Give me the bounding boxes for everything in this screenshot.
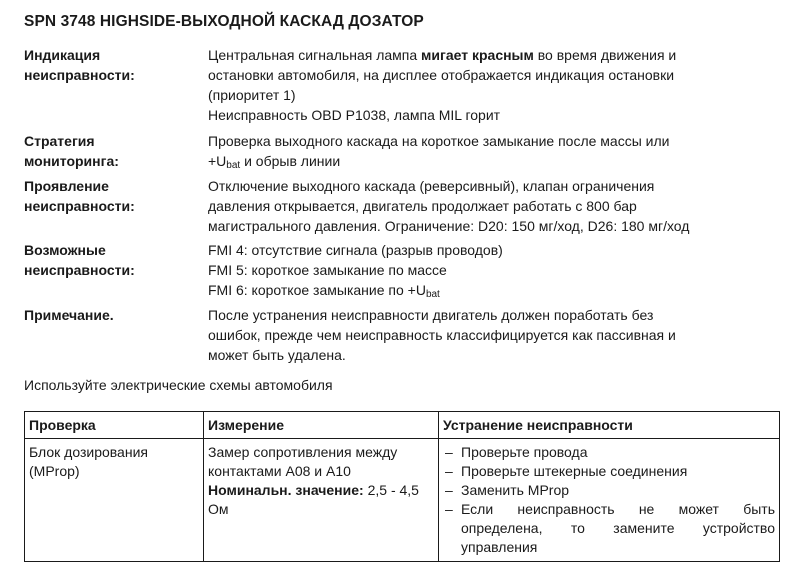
section-description: Центральная сигнальная лампа мигает красным во время движения и остановки автомобиля, на дисплее отображается индикация остановки (приоритет 1) Неисправность OBD P1038, лампа MIL горит [208,47,677,123]
list-item: – Проверьте штекерные соединения [443,462,775,481]
check-table [24,411,780,562]
section-term: Примечание. [24,307,114,323]
section-term: Возможные неисправности: [24,242,135,278]
header-measurement: Измерение [204,412,439,439]
section-description: FMI 4: отсутствие сигнала (разрыв проводов) FMI 5: короткое замыкание по массе FMI 6: короткое замыкание по $+U_{bat}$ [208,242,503,300]
nominal-value: 2,5 - 4,5 Ом [208,482,419,517]
emphasis-text: мигает красным [421,47,534,63]
cell-measurement: Замер сопротивления между контактами A08 и A10 Номинальн. значение: 2,5 - 4,5 Ом [204,439,439,562]
remedy-list [443,443,775,557]
section-description: После устранения неисправности двигатель должен поработать без ошибок, прежде чем неисправность классифицируется как пассивная и может быть удалена. [208,307,676,363]
list-item: – Проверьте провода [443,443,775,462]
cell-check: Блок дозирования (MProp) [25,439,204,562]
nominal-label: Номинальн. значение: [208,482,364,498]
cell-remedy [439,439,780,562]
table-header-row [25,412,780,439]
page-title: SPN 3748 HIGHSIDE-ВЫХОДНОЙ КАСКАД ДОЗАТОР [24,13,424,30]
list-item: – Если неисправность не может быть определена, то замените устройство управления [443,500,775,557]
header-remedy: Устранение неисправности [439,412,780,439]
header-check: Проверка [25,412,204,439]
section-description: Отключение выходного каскада (реверсивный), клапан ограничения давления открывается, двигатель продолжает работать с 800 бар магистрального давления. Ограничение: D20: 150 мг/ход, D26: 180 мг/ход [208,178,690,234]
section-term: Стратегия мониторинга: [24,133,119,169]
table-row [25,439,780,562]
list-item: – Заменить MProp [443,481,775,500]
section-term: Индикация неисправности: [24,47,135,83]
wiring-note: Используйте электрические схемы автомобиля [24,377,333,393]
section-term: Проявление неисправности: [24,178,135,214]
section-description: Проверка выходного каскада на короткое замыкание после массы или $+U_{bat}$ и обрыв линии [208,133,670,171]
